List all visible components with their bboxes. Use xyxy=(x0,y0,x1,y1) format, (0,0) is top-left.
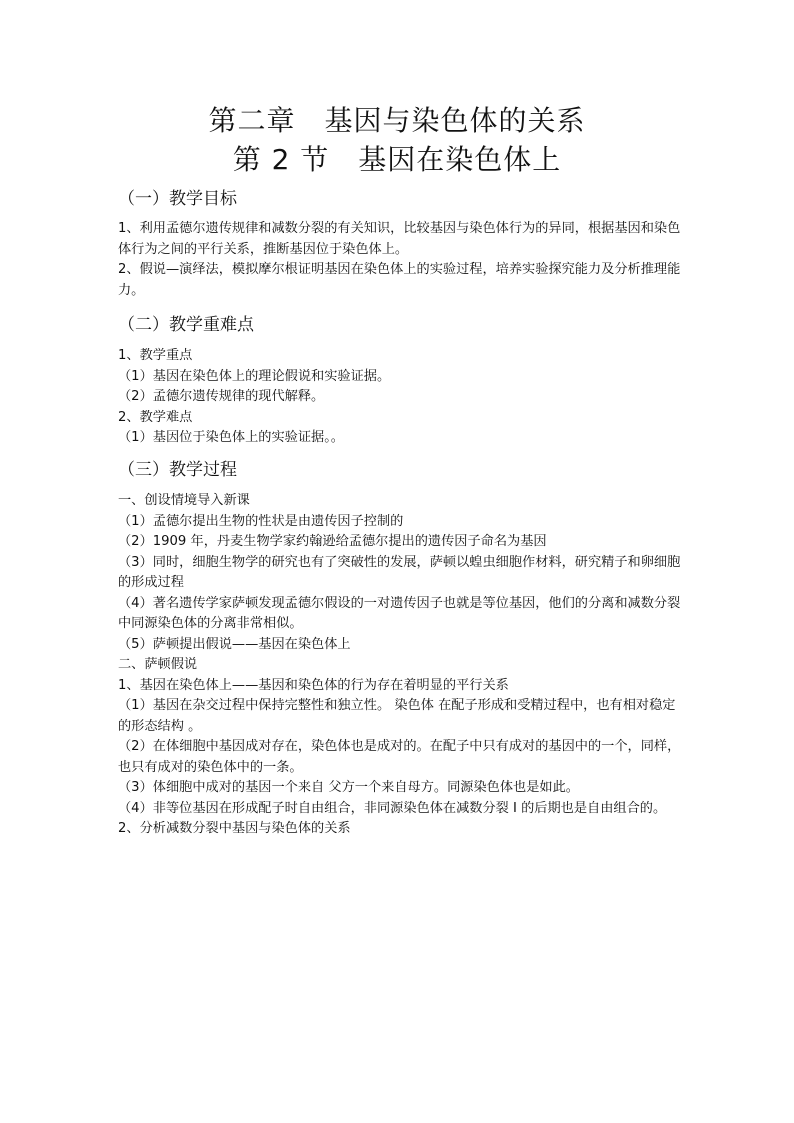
process-item: （1）基因在杂交过程中保持完整性和独立性。 染色体 在配子形成和受精过程中，也有相对稳定的形态结构 。 xyxy=(118,698,676,734)
heading-key-points: （二）教学重难点 xyxy=(118,315,254,335)
process-item: 2、分析减数分裂中基因与染色体的关系 xyxy=(118,821,351,836)
process-item: 1、基因在染色体上——基因和染色体的行为存在着明显的平行关系 xyxy=(118,677,509,693)
process-item: （3）体细胞中成对的基因一个来自 父方一个来自母方。同源染色体也是如此。 xyxy=(118,780,579,795)
key-point-item: 1、教学重点 xyxy=(118,348,193,363)
process-item: （4）著名遗传学家萨顿发现孟德尔假设的一对遗传因子也就是等位基因，他们的分离和减数分裂中同源染色体的分离非常相似。 xyxy=(118,595,681,631)
key-point-item: （1）基因在染色体上的理论假说和实验证据。 xyxy=(118,368,391,384)
section-title: 第 2 节 基因在染色体上 xyxy=(232,143,562,176)
process-item: （3）同时，细胞生物学的研究也有了突破性的发展，萨顿以蝗虫细胞作材料，研究精子和卵细胞的形成过程 xyxy=(118,554,681,590)
process-item: （5）萨顿提出假说——基因在染色体上 xyxy=(118,636,351,652)
objective-item: 1、利用孟德尔遗传规律和减数分裂的有关知识，比较基因与染色体行为的异同，根据基因和染色体行为之间的平行关系，推断基因位于染色体上。 xyxy=(118,221,681,257)
process-item: （4）非等位基因在形成配子时自由组合，非同源染色体在减数分裂 I 的后期也是自由组合的。 xyxy=(118,800,667,816)
objective-item: 2、假说—演绎法，模拟摩尔根证明基因在染色体上的实验过程，培养实验探究能力及分析推理能力。 xyxy=(118,262,681,298)
key-point-item: （2）孟德尔遗传规律的现代解释。 xyxy=(118,389,325,404)
chapter-title: 第二章 基因与染色体的关系 xyxy=(208,104,586,137)
process-item: （1）孟德尔提出生物的性状是由遗传因子控制的 xyxy=(118,513,404,529)
process-item: 二、萨顿假说 xyxy=(118,657,198,672)
process-list xyxy=(118,491,684,840)
key-points-list xyxy=(118,346,684,449)
heading-teaching-process: （三）教学过程 xyxy=(118,460,237,480)
process-item: （2）1909 年，丹麦生物学家约翰逊给孟德尔提出的遗传因子命名为基因 xyxy=(118,534,547,549)
process-item: 一、创设情境导入新课 xyxy=(118,493,250,508)
objectives-list xyxy=(118,219,684,301)
process-item: （2）在体细胞中基因成对存在，染色体也是成对的。在配子中只有成对的基因中的一个，同样，也只有成对的染色体中的一条。 xyxy=(118,739,681,775)
key-point-item: （1）基因位于染色体上的实验证据。。 xyxy=(118,430,344,445)
heading-teaching-objectives: （一）教学目标 xyxy=(118,189,237,209)
key-point-item: 2、教学难点 xyxy=(118,409,193,425)
